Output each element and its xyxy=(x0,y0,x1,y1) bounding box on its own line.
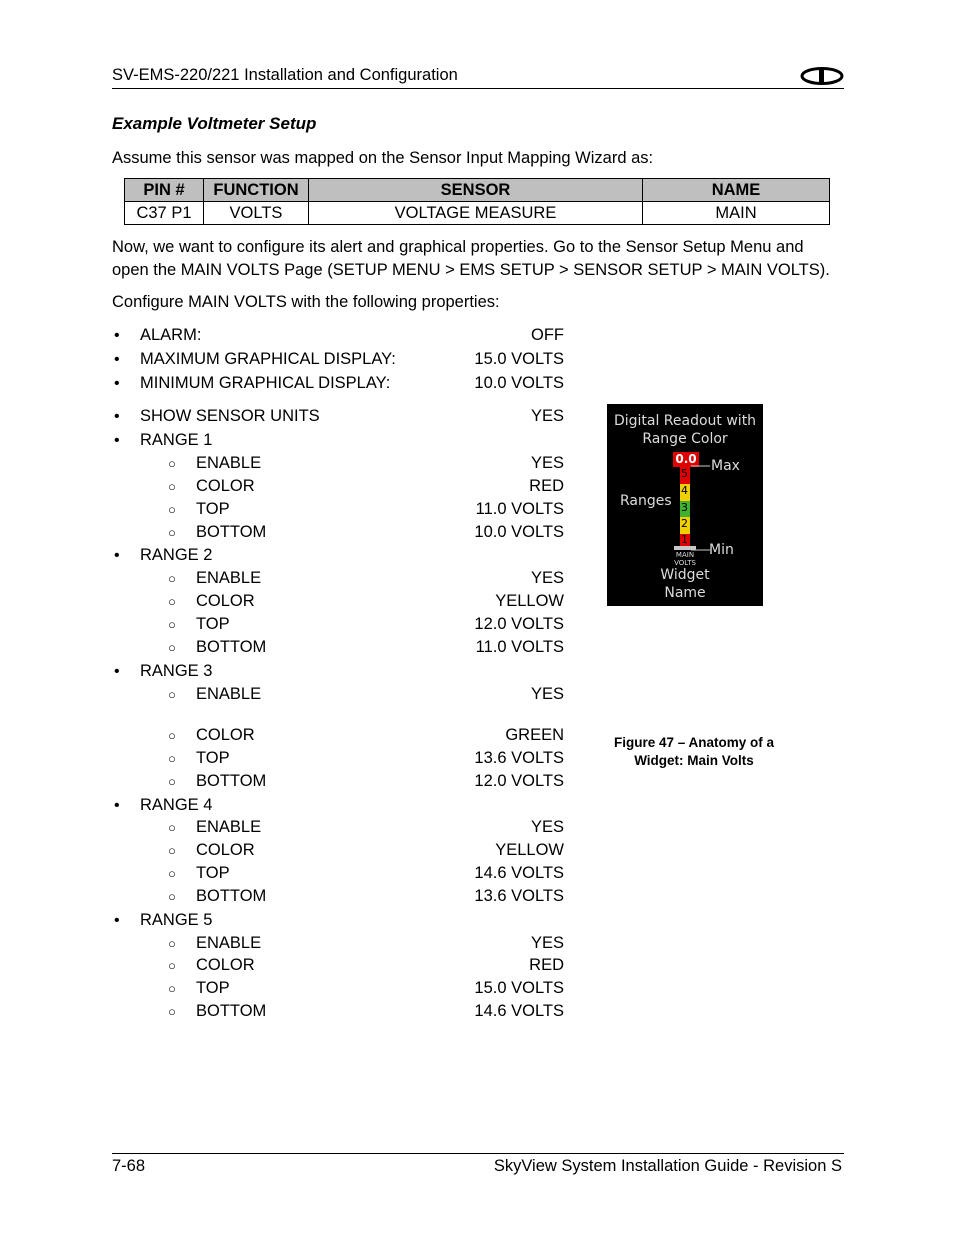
configure-text: Configure MAIN VOLTS with the following properties: xyxy=(112,293,500,311)
bullet-circle-icon: ○ xyxy=(168,1004,176,1019)
property-row xyxy=(112,452,564,475)
bullet-circle-icon: ○ xyxy=(168,981,176,996)
property-row xyxy=(112,324,564,347)
property-row xyxy=(112,954,564,977)
bullet-circle-icon: ○ xyxy=(168,617,176,632)
property-value: 12.0 VOLTS xyxy=(474,772,564,790)
property-label: COLOR xyxy=(196,726,255,744)
property-label: TOP xyxy=(196,500,230,518)
property-label: BOTTOM xyxy=(196,638,267,656)
property-label: RANGE 4 xyxy=(140,796,213,814)
bullet-dot-icon: • xyxy=(114,797,120,814)
header-title: SV-EMS-220/221 Installation and Configuration xyxy=(112,66,458,84)
property-label: RANGE 1 xyxy=(140,431,213,449)
bullet-circle-icon: ○ xyxy=(168,640,176,655)
property-label: BOTTOM xyxy=(196,887,267,905)
col-function: FUNCTION xyxy=(204,179,309,202)
property-label: RANGE 5 xyxy=(140,911,213,929)
cell-pin: C37 P1 xyxy=(125,202,204,225)
property-row xyxy=(112,590,564,613)
property-row xyxy=(112,372,564,395)
property-row xyxy=(112,429,564,452)
property-value: OFF xyxy=(531,326,564,344)
property-row xyxy=(112,724,564,747)
range-num-1: 1 xyxy=(681,533,688,546)
property-label: SHOW SENSOR UNITS xyxy=(140,407,320,425)
property-label: ENABLE xyxy=(196,818,262,836)
property-row xyxy=(112,977,564,1000)
section-heading: Example Voltmeter Setup xyxy=(112,114,317,133)
bullet-dot-icon: • xyxy=(114,432,120,449)
property-value: 15.0 VOLTS xyxy=(474,979,564,997)
property-value: 12.0 VOLTS xyxy=(474,615,564,633)
property-label: TOP xyxy=(196,979,230,997)
bullet-circle-icon: ○ xyxy=(168,820,176,835)
footer-doc-title: SkyView System Installation Guide - Revision S xyxy=(493,1157,842,1175)
bullet-dot-icon: • xyxy=(114,408,120,425)
bullet-circle-icon: ○ xyxy=(168,594,176,609)
property-row xyxy=(112,885,564,908)
property-label: COLOR xyxy=(196,956,255,974)
property-value: 11.0 VOLTS xyxy=(475,638,564,656)
bullet-circle-icon: ○ xyxy=(168,456,176,471)
widget-figure xyxy=(607,404,763,606)
widget-name-1: MAIN xyxy=(675,551,695,559)
bullet-dot-icon: • xyxy=(114,547,120,564)
property-row xyxy=(112,909,564,932)
header-rule xyxy=(112,88,844,89)
property-label: RANGE 3 xyxy=(140,662,213,680)
property-row xyxy=(112,932,564,955)
widget-max-label: Max xyxy=(711,458,740,474)
property-label: ENABLE xyxy=(196,934,262,952)
property-value: GREEN xyxy=(505,726,564,744)
range-num-4: 4 xyxy=(681,484,688,497)
property-label: MINIMUM GRAPHICAL DISPLAY: xyxy=(140,374,391,392)
bullet-dot-icon: • xyxy=(114,375,120,392)
bullet-circle-icon: ○ xyxy=(168,936,176,951)
property-row xyxy=(112,660,564,683)
property-value: 14.6 VOLTS xyxy=(474,864,564,882)
property-label: BOTTOM xyxy=(196,772,267,790)
property-label: TOP xyxy=(196,749,230,767)
widget-label-1: Widget xyxy=(660,567,710,583)
widget-ranges-label: Ranges xyxy=(620,493,672,509)
property-label: TOP xyxy=(196,864,230,882)
cell-name: MAIN xyxy=(643,202,830,225)
bullet-circle-icon: ○ xyxy=(168,843,176,858)
property-value: YES xyxy=(530,407,564,425)
property-label: COLOR xyxy=(196,477,255,495)
property-label: BOTTOM xyxy=(196,523,267,541)
property-value: YELLOW xyxy=(495,841,564,859)
caption-line-1: Figure 47 – Anatomy of a xyxy=(613,735,775,750)
bullet-circle-icon: ○ xyxy=(168,502,176,517)
property-row xyxy=(112,405,564,428)
property-value: YES xyxy=(530,934,564,952)
dynon-logo-icon xyxy=(800,66,844,86)
property-row xyxy=(112,348,564,371)
property-row xyxy=(112,683,564,706)
bullet-dot-icon: • xyxy=(114,351,120,368)
property-row xyxy=(112,475,564,498)
bullet-circle-icon: ○ xyxy=(168,687,176,702)
property-value: 10.0 VOLTS xyxy=(474,523,564,541)
figure-caption xyxy=(594,734,794,770)
bullet-circle-icon: ○ xyxy=(168,479,176,494)
bullet-circle-icon: ○ xyxy=(168,728,176,743)
property-label: TOP xyxy=(196,615,230,633)
property-value: 15.0 VOLTS xyxy=(474,350,564,368)
widget-min-label: Min xyxy=(709,542,734,558)
property-label: RANGE 2 xyxy=(140,546,213,564)
range-num-3: 3 xyxy=(681,501,688,514)
property-row xyxy=(112,544,564,567)
property-label: COLOR xyxy=(196,592,255,610)
property-row xyxy=(112,521,564,544)
bullet-circle-icon: ○ xyxy=(168,889,176,904)
property-value: YES xyxy=(530,818,564,836)
property-label: COLOR xyxy=(196,841,255,859)
property-label: ENABLE xyxy=(196,685,262,703)
range-num-5: 5 xyxy=(681,467,688,480)
property-row xyxy=(112,747,564,770)
bullet-dot-icon: • xyxy=(114,912,120,929)
col-name: NAME xyxy=(643,179,830,202)
col-sensor: SENSOR xyxy=(309,179,643,202)
col-pin: PIN # xyxy=(125,179,204,202)
property-value: YES xyxy=(530,569,564,587)
property-row xyxy=(112,839,564,862)
property-row xyxy=(112,613,564,636)
footer-page-number: 7-68 xyxy=(112,1157,146,1175)
property-value: RED xyxy=(529,956,564,974)
para-line-2: open the MAIN VOLTS Page (SETUP MENU > EMS SETUP > SENSOR SETUP > MAIN VOLTS). xyxy=(112,261,830,279)
caption-line-2: Widget: Main Volts xyxy=(634,753,754,768)
property-value: 14.6 VOLTS xyxy=(474,1002,564,1020)
property-value: 13.6 VOLTS xyxy=(474,887,564,905)
mapping-table xyxy=(124,178,830,225)
property-value: YES xyxy=(530,454,564,472)
table-row xyxy=(125,202,830,225)
property-row xyxy=(112,567,564,590)
bullet-dot-icon: • xyxy=(114,327,120,344)
property-value: 11.0 VOLTS xyxy=(475,500,564,518)
cell-function: VOLTS xyxy=(204,202,309,225)
widget-readout: 0.0 xyxy=(673,452,699,467)
bullet-dot-icon: • xyxy=(114,663,120,680)
widget-title-2: Range Color xyxy=(642,431,728,447)
bullet-circle-icon: ○ xyxy=(168,751,176,766)
bullet-circle-icon: ○ xyxy=(168,866,176,881)
property-row xyxy=(112,816,564,839)
property-label: ALARM: xyxy=(140,326,202,344)
property-value: 10.0 VOLTS xyxy=(474,374,564,392)
bullet-circle-icon: ○ xyxy=(168,774,176,789)
para-line-1: Now, we want to configure its alert and graphical properties. Go to the Sensor Setup Menu and xyxy=(112,238,804,256)
widget-name-2: VOLTS xyxy=(674,559,696,567)
property-value: YELLOW xyxy=(495,592,564,610)
widget-label-2: Name xyxy=(664,585,706,601)
property-label: ENABLE xyxy=(196,569,262,587)
widget-title-1: Digital Readout with xyxy=(613,413,757,429)
property-row xyxy=(112,862,564,885)
property-row xyxy=(112,1000,564,1023)
property-value: RED xyxy=(529,477,564,495)
bullet-circle-icon: ○ xyxy=(168,525,176,540)
footer-rule xyxy=(112,1153,844,1154)
property-label: BOTTOM xyxy=(196,1002,267,1020)
property-value: YES xyxy=(530,685,564,703)
bullet-circle-icon: ○ xyxy=(168,571,176,586)
property-row xyxy=(112,636,564,659)
property-row xyxy=(112,770,564,793)
property-row xyxy=(112,498,564,521)
property-label: MAXIMUM GRAPHICAL DISPLAY: xyxy=(140,350,396,368)
property-row xyxy=(112,794,564,817)
property-value: 13.6 VOLTS xyxy=(474,749,564,767)
range-num-2: 2 xyxy=(681,517,688,530)
bullet-circle-icon: ○ xyxy=(168,958,176,973)
cell-sensor: VOLTAGE MEASURE xyxy=(309,202,643,225)
property-label: ENABLE xyxy=(196,454,262,472)
intro-text: Assume this sensor was mapped on the Sensor Input Mapping Wizard as: xyxy=(112,149,654,167)
